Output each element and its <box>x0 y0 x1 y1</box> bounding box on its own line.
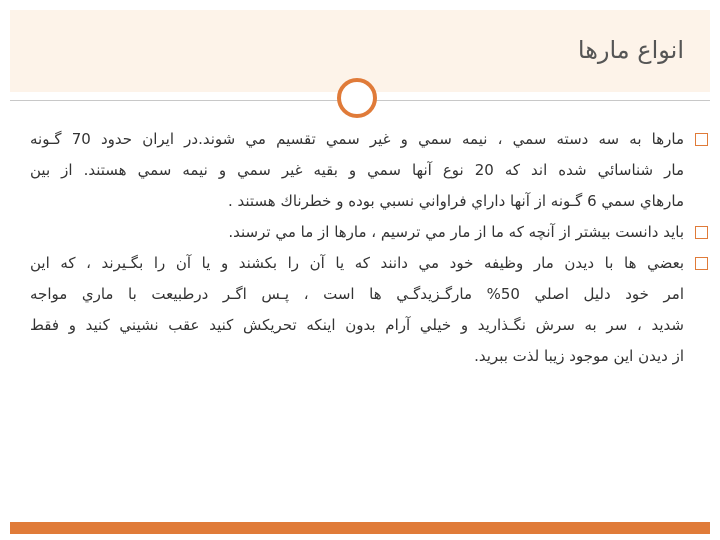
slide-title: انواع مارها <box>577 36 684 64</box>
text-line: بايد دانست بيشتر از آنچه كه ما از مار مي ترسيم ، مارها از ما مي ترسند. <box>228 223 684 241</box>
body-text <box>30 124 710 372</box>
text-line: مارها به سه دسته سمي ، نيمه سمي و غير سمي تقسيم مي شوند.در ايران حدود 70 گـونه <box>30 130 684 148</box>
ring-ornament-icon <box>337 78 377 118</box>
bullet-item <box>30 124 710 217</box>
text-line: شديد ، سر به سرش نگـذاريد و خيلي آرام بدون اينكه تحريكش كنيد عقب نشيني كنيد و فقط <box>30 316 684 334</box>
square-bullet-icon <box>695 226 708 239</box>
text-line: مار شناسائي شده اند كه 20 نوع آنها سمي و بقيه غير سمي و نيمه سمي هستند. از بين <box>30 161 684 179</box>
square-bullet-icon <box>695 133 708 146</box>
footer-bar <box>10 522 710 534</box>
text-line: امر خود دليل اصلي 50% مارگـزيدگـي ها است ، پـس اگـر درطبيعت با ماري مواجه <box>30 285 685 303</box>
text-line: بعضي ها با ديدن مار وظيفه خود مي دانند كه يا آن را بكشند و يا آن را بگـيرند ، كه اين <box>30 254 684 272</box>
square-bullet-icon <box>695 257 708 270</box>
text-line: از ديدن اين موجود زيبا لذت ببريد. <box>474 347 684 365</box>
bullet-item <box>30 248 710 372</box>
text-line: مارهاي سمي 6 گـونه از آنها داراي فراواني نسبي بوده و خطرناك هستند . <box>227 192 684 210</box>
bullet-item <box>30 217 710 248</box>
